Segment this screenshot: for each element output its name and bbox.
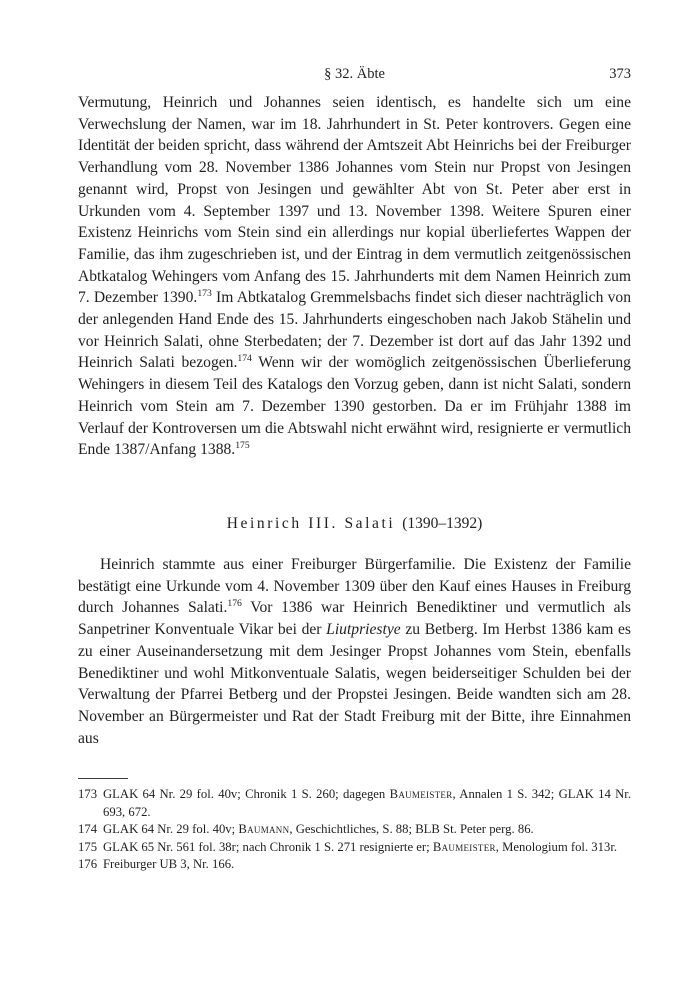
- footnote-reference: 174: [237, 353, 252, 365]
- body-paragraph-2: [78, 554, 631, 749]
- paragraph-text-segment: Heinrich stammte aus einer Freiburger Bürgerfamilie. Die Existenz der Familie bestätigt eine Urkunde vom 4. November 1309 über den Kauf eines Hauses in Freiburg durch Johannes Salati.: [78, 556, 631, 617]
- paragraph-text-segment: Wenn wir der womöglich zeitgenössischen Überlieferung Wehingers in diesem Teil des Katalogs den Vorzug geben, dann ist nicht Salati, sondern Heinrich vom Stein am 7. Dezember 1390 gestorben. Da er im Frühjahr 1388 im Verlauf der Kontroversen um die Abtswahl nicht erwähnt wird, resignierte er vermutlich Ende 1387/Anfang 1388.: [78, 354, 631, 459]
- running-header: [78, 64, 631, 84]
- page-number: 373: [609, 66, 631, 82]
- footnote-text: GLAK 64 Nr. 29 fol. 40v;: [103, 822, 239, 836]
- footnote: [78, 839, 631, 857]
- footnote-text: GLAK 65 Nr. 561 fol. 38r; nach Chronik 1 S. 271 resignierte er;: [103, 839, 433, 854]
- footnote: [78, 821, 631, 839]
- footnote-text: , Geschichtliches, S. 88; BLB St. Peter perg. 86.: [289, 822, 534, 836]
- author-name: Baumeister: [389, 787, 453, 801]
- footnotes-block: [78, 786, 631, 874]
- footnote-number: 174: [78, 822, 98, 836]
- author-name: Baumeister: [432, 839, 496, 854]
- footnote-text: , Annalen 1 S. 342; GLAK 14 Nr. 693, 672.: [103, 787, 631, 819]
- paragraph-text-segment: zu Betberg. Im Herbst 1386 kam es zu einer Auseinandersetzung mit dem Jesinger Propst Johannes vom Stein, ebenfalls Benediktiner und wohl Mitkonventuale Salatis, wegen beiderseitiger Schulden bei der Verwaltung der Pfarrei Betberg und der Propstei Jesingen. Beide wandten sich am 28. November an Bürgermeister und Rat der Stadt Freiburg mit der Bitte, ihre Einnahmen aus: [78, 621, 632, 747]
- running-title: § 32. Äbte: [324, 66, 385, 82]
- section-heading-name: Heinrich III. Salati: [226, 515, 396, 532]
- footnote: [78, 856, 631, 874]
- footnote-number: 176: [78, 857, 98, 871]
- paragraph-text: [78, 92, 631, 461]
- paragraph-text-segment: Im Abtkatalog Gremmelsbachs findet sich dieser nachträglich von der anlegenden Hand Ende des 15. Jahrhunderts eingeschoben nach Jakob Stähelin und vor Heinrich Salati, ohne Sterbedaten; der 7. Dezember ist dort auf das Jahr 1392 und Heinrich Salati bezogen.: [78, 289, 631, 372]
- footnote-number: 173: [78, 787, 98, 801]
- paragraph-text-segment: Vor 1386 war Heinrich Benediktiner und vermutlich als Sanpetriner Konventuale Vikar bei der: [78, 599, 631, 639]
- footnote-divider: [78, 778, 128, 779]
- footnote: [78, 786, 631, 821]
- footnote-text: , Menologium fol. 313r.: [495, 839, 618, 854]
- footnote-text: Freiburger UB 3, Nr. 166.: [103, 857, 235, 871]
- italic-term: Liutpriestye: [326, 621, 401, 639]
- paragraph-text: [78, 554, 631, 749]
- section-heading: [78, 513, 631, 534]
- body-paragraph-1: [78, 92, 631, 461]
- footnote-number: 175: [78, 839, 98, 854]
- footnote-reference: 175: [235, 440, 250, 452]
- paragraph-text-segment: Vermutung, Heinrich und Johannes seien identisch, es handelte sich um eine Verwechslung der Namen, war im 18. Jahrhundert in St. Peter kontrovers. Gegen eine Identität der beiden spricht, dass während der Amtszeit Abt Heinrichs bei der Freiburger Verhandlung vom 28. November 1386 Johannes vom Stein nur Propst von Jesingen genannt wird, Propst von Jesingen und gewählter Abt von St. Peter aber erst in Urkunden vom 4. September 1397 und 13. November 1398. Weitere Spuren einer Existenz Heinrichs vom Stein sind ein allerdings nur kopial überliefertes Wappen der Familie, das ihm zugeschrieben ist, und der Eintrag in dem vermutlich zeitgenössischen Abtkatalog Wehingers vom Anfang des 15. Jahrhunderts mit dem Namen Heinrich zum 7. Dezember 1390.: [78, 94, 631, 307]
- section-heading-dates: (1390–1392): [402, 515, 483, 532]
- footnote-reference: 176: [227, 598, 242, 610]
- footnote-text: GLAK 64 Nr. 29 fol. 40v; Chronik 1 S. 260; dagegen: [103, 787, 390, 801]
- footnote-reference: 173: [197, 288, 212, 300]
- author-name: Baumann: [238, 822, 290, 836]
